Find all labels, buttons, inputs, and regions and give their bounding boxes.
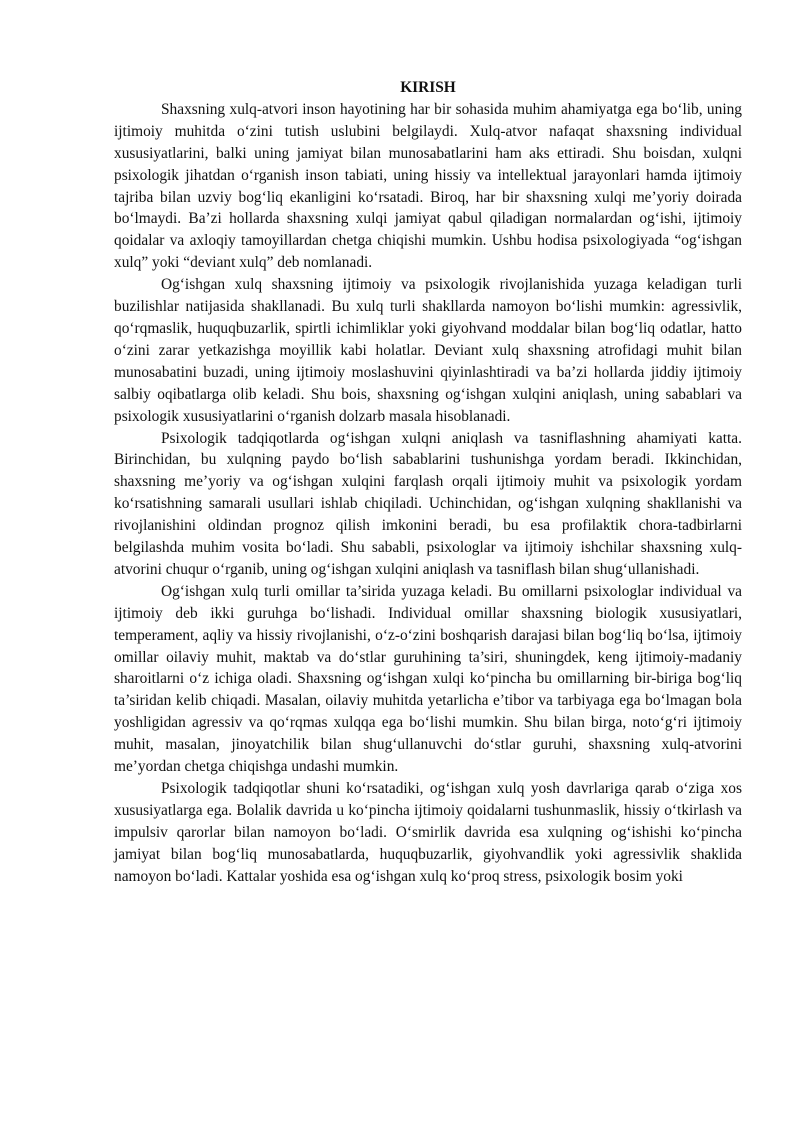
paragraph-5: Psixologik tadqiqotlar shuni ko‘rsatadiki, og‘ishgan xulq yosh davrlariga qarab o‘ziga xos xususiyatlarga ega. Bolalik davrida u ko‘pincha ijtimoiy qoidalarni tushunmaslik, hissiy o‘tkirlash va impulsiv qarorlar bilan namoyon bo‘ladi. O‘smirlik davrida esa xulqning og‘ishishi ko‘pincha jamiyat bilan bog‘liq munosabatlarda, huquqbuzarlik, giyohvandlik yoki agressivlik shaklida namoyon bo‘ladi. Kattalar yoshida esa og‘ishgan xulq ko‘proq stress, psixologik bosim yoki [114, 780, 742, 885]
paragraph-4: Og‘ishgan xulq turli omillar ta’sirida yuzaga keladi. Bu omillarni psixologlar individual va ijtimoiy deb ikki guruhga bo‘lishadi. Individual omillar shaxsning biologik xususiyatlari, temperament, aqliy va hissiy rivojlanishi, o‘z-o‘zini boshqarish darajasi bilan bog‘liq bo‘lsa, ijtimoiy omillar oilaviy muhit, maktab va do‘stlar guruhining ta’siri, shuningdek, keng ijtimoiy-madaniy sharoitlarni o‘z ichiga oladi. Shaxsning og‘ishgan xulqi ko‘pincha bu omillarning bir-biriga bog‘liq ta’siridan kelib chiqadi. Masalan, oilaviy muhitda yetarlicha e’tibor va tarbiyaga ega bo‘lmagan bola yoshligidan agressiv va qo‘rqmas xulqqa ega bo‘lishi mumkin. Shu bilan birga, noto‘g‘ri ijtimoiy muhit, masalan, jinoyatchilik bilan shug‘ullanuvchi do‘stlar guruhi, shaxsning xulq-atvorini me’yordan chetga chiqishga undashi mumkin. [114, 582, 742, 776]
document-page [114, 77, 742, 888]
paragraph-3: Psixologik tadqiqotlarda og‘ishgan xulqni aniqlash va tasniflashning ahamiyati katta. Birinchidan, bu xulqning paydo bo‘lish sabablarini tushunishga yordam beradi. Ikkinchidan, shaxsning me’yoriy va og‘ishgan xulqini farqlash orqali ijtimoiy muhit va psixologik yordam ko‘rsatishning samarali usullari ishlab chiqiladi. Uchinchidan, og‘ishgan xulqning shakllanishi va rivojlanishini oldindan prognoz qilish imkonini beradi, bu esa profilaktik chora-tadbirlarni belgilashda muhim vosita bo‘ladi. Shu sababli, psixologlar va ijtimoiy ishchilar shaxsning xulq-atvorini chuqur o‘rganib, uning og‘ishgan xulqini aniqlash va tasniflash bilan shug‘ullanishadi. [114, 429, 742, 578]
paragraph-1: Shaxsning xulq-atvori inson hayotining har bir sohasida muhim ahamiyatga ega bo‘lib, uning ijtimoiy muhitda o‘zini tutish uslubini belgilaydi. Xulq-atvor nafaqat shaxsning individual xususiyatlarini, balki uning jamiyat bilan munosabatlarini ham aks ettiradi. Shu boisdan, xulqni psixologik jihatdan o‘rganish inson tabiati, uning hissiy va intellektual jarayonlari hamda ijtimoiy tajriba bilan uzviy bog‘liq ekanligini ko‘rsatadi. Biroq, har bir shaxsning xulqi me’yoriy doirada bo‘lmaydi. Ba’zi hollarda shaxsning xulqi jamiyat qabul qiladigan normalardan og‘ishi, ijtimoiy qoidalar va axloqiy tamoyillardan chetga chiqishi mumkin. Ushbu hodisa psixologiyada “og‘ishgan xulq” yoki “deviant xulq” deb nomlanadi. [114, 100, 742, 272]
document-title: KIRISH [400, 79, 456, 96]
paragraph-2: Og‘ishgan xulq shaxsning ijtimoiy va psixologik rivojlanishida yuzaga keladigan turli buzilishlar natijasida shakllanadi. Bu xulq turli shakllarda namoyon bo‘lishi mumkin: agressivlik, qo‘rqmaslik, huquqbuzarlik, spirtli ichimliklar yoki giyohvand moddalar bilan bog‘liq odatlar, hatto o‘zini zarar yetkazishga moyillik kabi holatlar. Deviant xulq shaxsning atrofidagi muhit bilan munosabatini buzadi, uning ijtimoiy moslashuvini qiyinlashtiradi va ba’zi hollarda jiddiy ijtimoiy salbiy oqibatlarga olib keladi. Shu bois, shaxsning og‘ishgan xulqini aniqlash, uning sabablari va psixologik xususiyatlarini o‘rganish dolzarb masala hisoblanadi. [114, 276, 742, 425]
